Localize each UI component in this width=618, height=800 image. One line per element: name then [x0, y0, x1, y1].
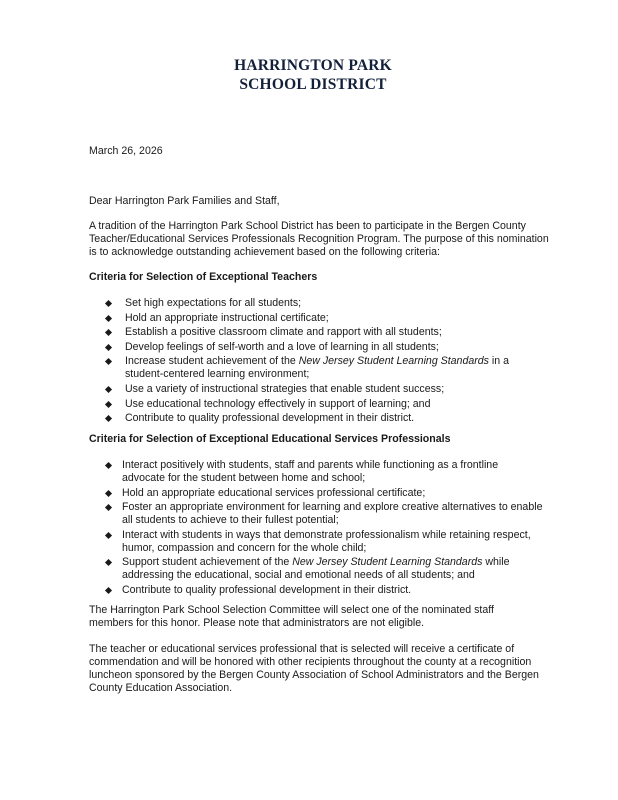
list-item-text: Foster an appropriate environment for learning and explore creative alternatives to enable all students to achieve to their fullest potential; — [122, 501, 543, 527]
list-item — [104, 383, 544, 396]
list-item-text-pre: Support student achievement of the — [122, 556, 293, 569]
list-item — [104, 584, 544, 597]
diamond-bullet-icon — [105, 415, 112, 422]
list-item — [104, 398, 544, 411]
diamond-bullet-icon — [105, 559, 112, 566]
diamond-bullet-icon — [105, 587, 112, 594]
list-item-text: Develop feelings of self-worth and a love of learning in all students; — [125, 340, 439, 353]
diamond-bullet-icon — [105, 462, 112, 469]
intro-paragraph: A tradition of the Harrington Park School District has been to participate in the Bergen County Teacher/Educational Services Professionals Recognition Program. The purpose of this nomination is to acknowledge outstanding achievement based on the following criteria: — [89, 220, 549, 258]
list-item — [104, 529, 544, 555]
list-item-text-post: while addressing the educational, social and emotional needs of all students; and — [122, 556, 510, 582]
diamond-bullet-icon — [105, 386, 112, 393]
list-item-text-pre: Increase student achievement of the — [125, 355, 299, 368]
standards-title: New Jersey Student Learning Standards — [298, 355, 489, 368]
list-item-text: Interact with students in ways that demonstrate professionalism while retaining respect, humor, compassion and concern for the whole child; — [122, 528, 531, 554]
professionals-criteria-list — [104, 459, 544, 599]
list-item-text: Use a variety of instructional strategies that enable student success; — [125, 382, 445, 395]
list-item-text: Establish a positive classroom climate and rapport with all students; — [125, 326, 442, 339]
list-item-text: Interact positively with students, staff and parents while functioning as a frontline advocate for the student between home and school; — [122, 459, 499, 484]
diamond-bullet-icon — [105, 532, 112, 539]
selection-committee-paragraph: The Harrington Park School Selection Committee will select one of the nominated staff members for this honor. Please note that administrators are not eligible. — [89, 604, 494, 629]
letterhead-line-2: SCHOOL DISTRICT — [239, 76, 387, 93]
list-item-text: Hold an appropriate instructional certificate; — [125, 311, 329, 324]
diamond-bullet-icon — [105, 401, 112, 408]
list-item-text: Use educational technology effectively in support of learning; and — [125, 397, 431, 410]
diamond-bullet-icon — [105, 344, 112, 351]
professionals-criteria-heading: Criteria for Selection of Exceptional Educational Services Professionals — [89, 433, 451, 445]
list-item-text: Hold an appropriate educational services professional certificate; — [122, 486, 426, 499]
list-item-text: Set high expectations for all students; — [125, 297, 302, 309]
list-item — [104, 459, 544, 485]
teachers-criteria-heading: Criteria for Selection of Exceptional Teachers — [89, 271, 318, 283]
recognition-paragraph: The teacher or educational services professional that is selected will receive a certificate of commendation and will be honored with other recipients throughout the county at a recognition luncheon sponsored by the Bergen County Association of School Administrators and the Bergen County Education Association. — [89, 643, 539, 694]
salutation: Dear Harrington Park Families and Staff, — [89, 195, 280, 207]
letterhead-line-1: HARRINGTON PARK — [234, 57, 392, 74]
list-item — [104, 297, 544, 310]
list-item-text: Contribute to quality professional development in their district. — [125, 412, 415, 425]
diamond-bullet-icon — [105, 315, 112, 322]
diamond-bullet-icon — [105, 504, 112, 511]
diamond-bullet-icon — [105, 358, 112, 365]
diamond-bullet-icon — [105, 490, 112, 497]
teachers-criteria-list — [104, 297, 544, 427]
list-item — [104, 355, 544, 381]
standards-title: New Jersey Student Learning Standards — [292, 556, 483, 569]
letter-date: March 26, 2026 — [89, 145, 163, 157]
list-item-text: Contribute to quality professional development in their district. — [122, 583, 412, 596]
diamond-bullet-icon — [105, 300, 112, 307]
list-item — [104, 487, 544, 500]
list-item — [104, 412, 544, 425]
letterhead — [0, 56, 618, 94]
list-item — [104, 341, 544, 354]
list-item — [104, 326, 544, 339]
list-item — [104, 312, 544, 325]
diamond-bullet-icon — [105, 329, 112, 336]
list-item-text-post: in a student-centered learning environment; — [125, 355, 509, 381]
list-item — [104, 556, 544, 582]
list-item — [104, 501, 544, 527]
